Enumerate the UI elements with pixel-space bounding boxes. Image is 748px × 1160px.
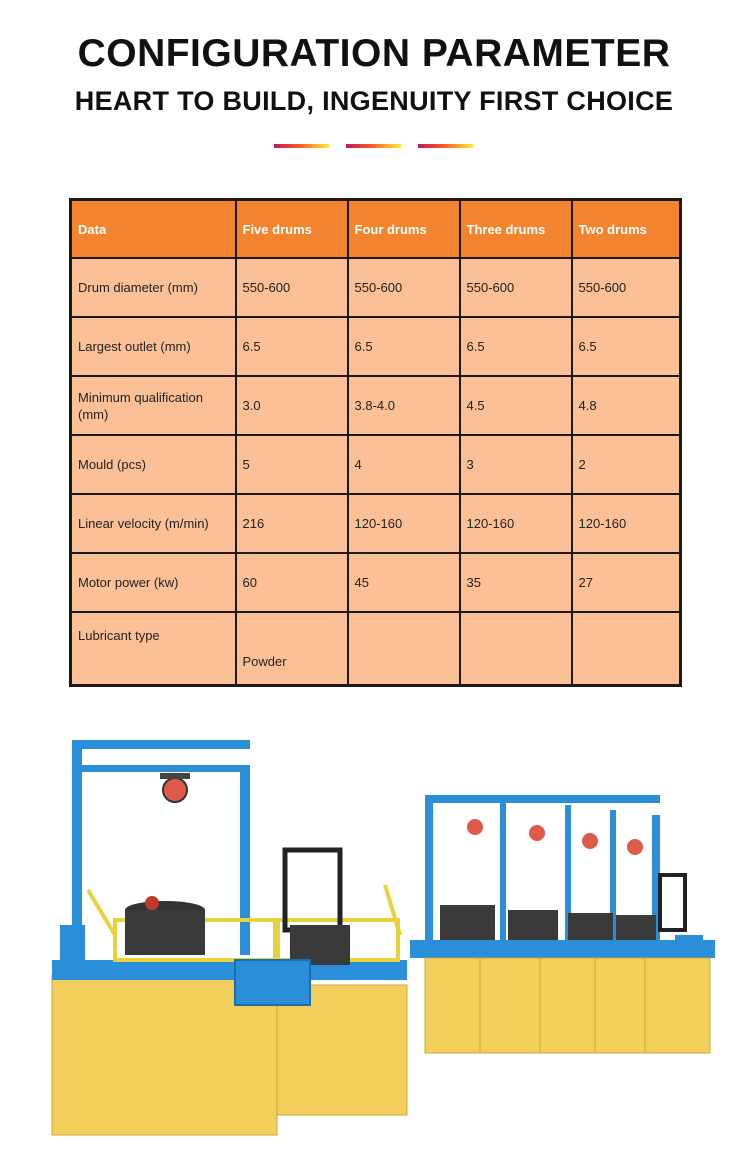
table-cell: 550-600 (348, 258, 460, 317)
table-cell: 216 (236, 494, 348, 553)
table-cell: 4.8 (572, 376, 681, 435)
table-cell: 120-160 (460, 494, 572, 553)
row-label: Lubricant type (71, 612, 236, 686)
right-cabinet (410, 935, 715, 1053)
control-box (235, 960, 310, 1005)
table-cell (348, 612, 460, 686)
table-cell: 27 (572, 553, 681, 612)
table-cell: 6.5 (348, 317, 460, 376)
left-drums (125, 850, 350, 965)
dash-1 (274, 144, 329, 148)
table-cell: 3 (460, 435, 572, 494)
left-cabinet (52, 925, 407, 1135)
table-row (71, 258, 681, 317)
header-cell: Five drums (236, 200, 348, 259)
header-cell: Three drums (460, 200, 572, 259)
row-label: Linear velocity (m/min) (71, 494, 236, 553)
table-cell: 6.5 (572, 317, 681, 376)
table-cell: 550-600 (460, 258, 572, 317)
row-label: Motor power (kw) (71, 553, 236, 612)
header-cell: Four drums (348, 200, 460, 259)
table-cell: 6.5 (460, 317, 572, 376)
table-cell: 550-600 (236, 258, 348, 317)
table-row (71, 553, 681, 612)
right-drums (440, 875, 685, 945)
table-cell: 3.0 (236, 376, 348, 435)
page-title: CONFIGURATION PARAMETER (77, 32, 671, 75)
table-cell: 4.5 (460, 376, 572, 435)
table-cell: 35 (460, 553, 572, 612)
table-row (71, 376, 681, 435)
table-cell: 60 (236, 553, 348, 612)
table-cell: 120-160 (348, 494, 460, 553)
table-row (71, 494, 681, 553)
decorative-dashes (274, 144, 474, 150)
table-cell: 6.5 (236, 317, 348, 376)
dash-3 (418, 144, 473, 148)
row-label: Mould (pcs) (71, 435, 236, 494)
table-cell: 2 (572, 435, 681, 494)
row-label: Largest outlet (mm) (71, 317, 236, 376)
table-cell: 45 (348, 553, 460, 612)
row-label: Minimum qualification (mm) (71, 376, 236, 435)
page-subtitle: HEART TO BUILD, INGENUITY FIRST CHOICE (74, 86, 674, 116)
table-header-row (71, 200, 681, 259)
table-row (71, 612, 681, 686)
header-cell: Two drums (572, 200, 681, 259)
table-row (71, 435, 681, 494)
wire-drawing-machine-image (40, 735, 730, 1140)
table-cell (460, 612, 572, 686)
table-cell: 120-160 (572, 494, 681, 553)
header-cell: Data (71, 200, 236, 259)
parameter-table (69, 198, 682, 687)
table-cell: Powder (236, 612, 348, 686)
table-cell: 3.8-4.0 (348, 376, 460, 435)
row-label: Drum diameter (mm) (71, 258, 236, 317)
table-row (71, 317, 681, 376)
table-cell: 550-600 (572, 258, 681, 317)
table-cell: 5 (236, 435, 348, 494)
table-cell (572, 612, 681, 686)
dash-2 (346, 144, 401, 148)
table-cell: 4 (348, 435, 460, 494)
